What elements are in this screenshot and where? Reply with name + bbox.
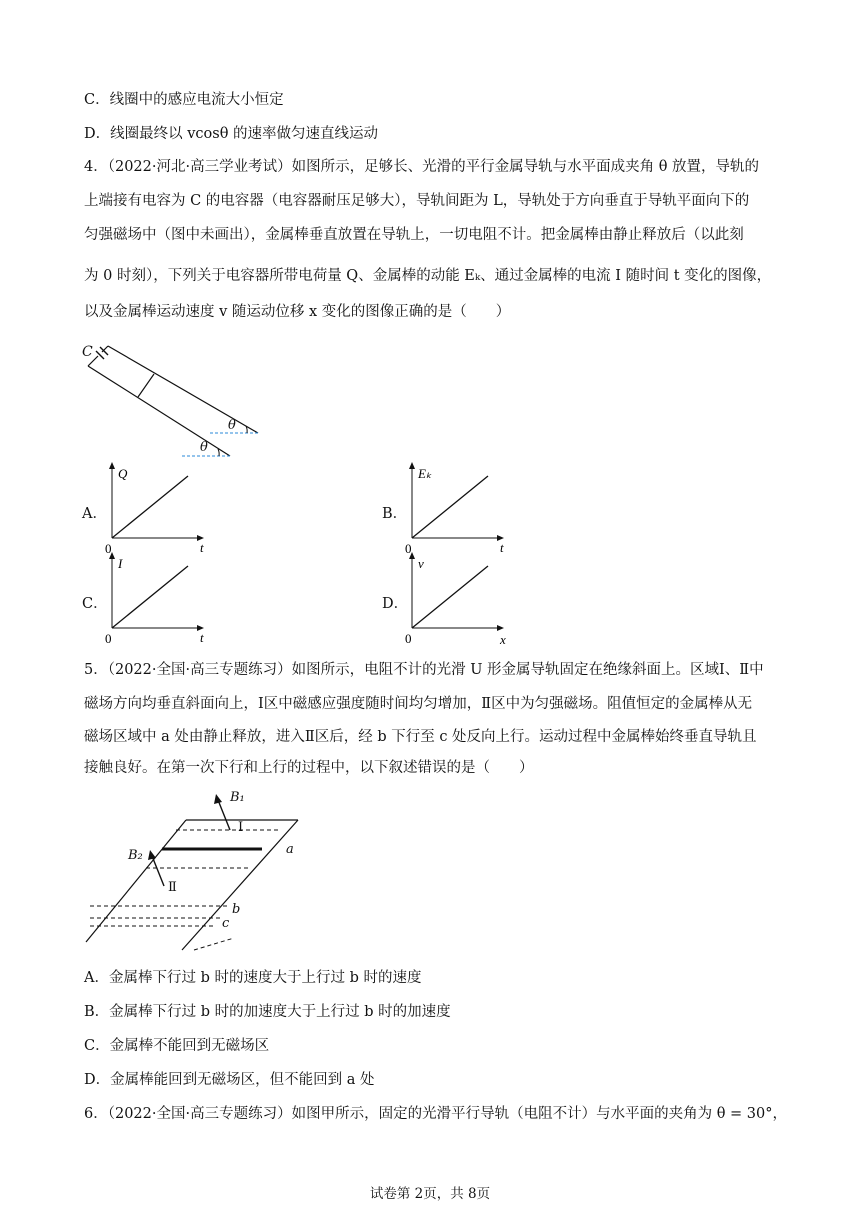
- q5-line-4: 接触良好。在第一次下行和上行的过程中，以下叙述错误的是（ ）: [84, 760, 534, 776]
- q5-line-3: 磁场区域中 a 处由静止释放，进入Ⅱ区后，经 b 下行至 c 处反向上行。运动过程中金属棒始终垂直导轨且: [84, 729, 757, 745]
- angle-label-bottom: θ: [200, 440, 208, 455]
- graph-b-ylabel: Eₖ: [418, 466, 432, 481]
- graph-c: [100, 552, 210, 652]
- region-1-label: Ⅰ: [238, 820, 244, 835]
- graph-a-origin: 0: [105, 541, 112, 556]
- graph-c-ylabel: I: [118, 556, 123, 571]
- graph-c-origin: 0: [105, 631, 112, 646]
- graph-option-d-label: D．: [382, 596, 409, 612]
- q5-option-d: D．金属棒能回到无磁场区，但不能回到 a 处: [84, 1072, 375, 1088]
- graph-a: [100, 462, 210, 562]
- b2-label: B₂: [128, 848, 143, 863]
- graph-c-xlabel: t: [200, 630, 204, 645]
- page-footer: 试卷第 2页，共 8页: [369, 1186, 491, 1202]
- graph-option-c-label: C．: [82, 596, 108, 612]
- q5-option-c: C．金属棒不能回到无磁场区: [84, 1038, 270, 1054]
- q4-line-1: 4．（2022·河北·高三学业考试）如图所示，足够长、光滑的平行金属导轨与水平面成夹角 θ 放置，导轨的: [84, 159, 760, 175]
- graph-d: [400, 552, 510, 652]
- graph-a-ylabel: Q: [118, 466, 128, 481]
- graph-option-b-label: B．: [382, 506, 408, 522]
- graph-b-origin: 0: [405, 541, 412, 556]
- graph-b: [400, 462, 510, 562]
- q6-line-1: 6．（2022·全国·高三专题练习）如图甲所示，固定的光滑平行导轨（电阻不计）与水平面的夹角为 θ = 30°，: [84, 1106, 787, 1122]
- q4-line-5: 以及金属棒运动速度 v 随运动位移 x 变化的图像正确的是（ ）: [84, 304, 511, 320]
- b1-label: B₁: [230, 790, 245, 805]
- option-d-q3: D．线圈最终以 vcosθ 的速率做匀速直线运动: [84, 126, 379, 142]
- graph-option-a-label: A．: [82, 506, 107, 522]
- q5-u-rail-figure: [82, 790, 312, 950]
- q4-line-4: 为 0 时刻），下列关于电容器所带电荷量 Q、金属棒的动能 Eₖ、通过金属棒的电流 I 随时间 t 变化的图像，: [84, 268, 772, 284]
- q4-line-3: 匀强磁场中（图中未画出），金属棒垂直放置在导轨上，一切电阻不计。把金属棒由静止释放后（以此刻: [84, 227, 744, 243]
- point-c-label: c: [222, 916, 230, 931]
- angle-label-top: θ: [228, 418, 236, 433]
- q5-line-1: 5．（2022·全国·高三专题练习）如图所示，电阻不计的光滑 U 形金属导轨固定在绝缘斜面上。区域Ⅰ、Ⅱ中: [84, 662, 764, 678]
- graph-b-xlabel: t: [500, 540, 504, 555]
- point-a-label: a: [286, 842, 294, 857]
- q5-option-a: A．金属棒下行过 b 时的速度大于上行过 b 时的速度: [84, 970, 422, 986]
- graph-a-xlabel: t: [200, 540, 204, 555]
- q5-option-b: B．金属棒下行过 b 时的加速度大于上行过 b 时的加速度: [84, 1004, 451, 1020]
- q4-incline-figure: [80, 338, 280, 458]
- capacitor-label: C: [82, 344, 93, 360]
- point-b-label: b: [232, 902, 241, 917]
- region-2-label: Ⅱ: [168, 880, 177, 895]
- graph-d-origin: 0: [405, 631, 412, 646]
- q5-line-2: 磁场方向均垂直斜面向上，Ⅰ区中磁感应强度随时间均匀增加，Ⅱ区中为匀强磁场。阻值恒定的金属棒从无: [84, 696, 753, 712]
- q4-line-2: 上端接有电容为 C 的电容器（电容器耐压足够大），导轨间距为 L，导轨处于方向垂直于导轨平面向下的: [84, 193, 750, 209]
- graph-d-xlabel: x: [500, 632, 506, 647]
- option-c-q3: C．线圈中的感应电流大小恒定: [84, 92, 284, 108]
- graph-d-ylabel: v: [418, 556, 424, 571]
